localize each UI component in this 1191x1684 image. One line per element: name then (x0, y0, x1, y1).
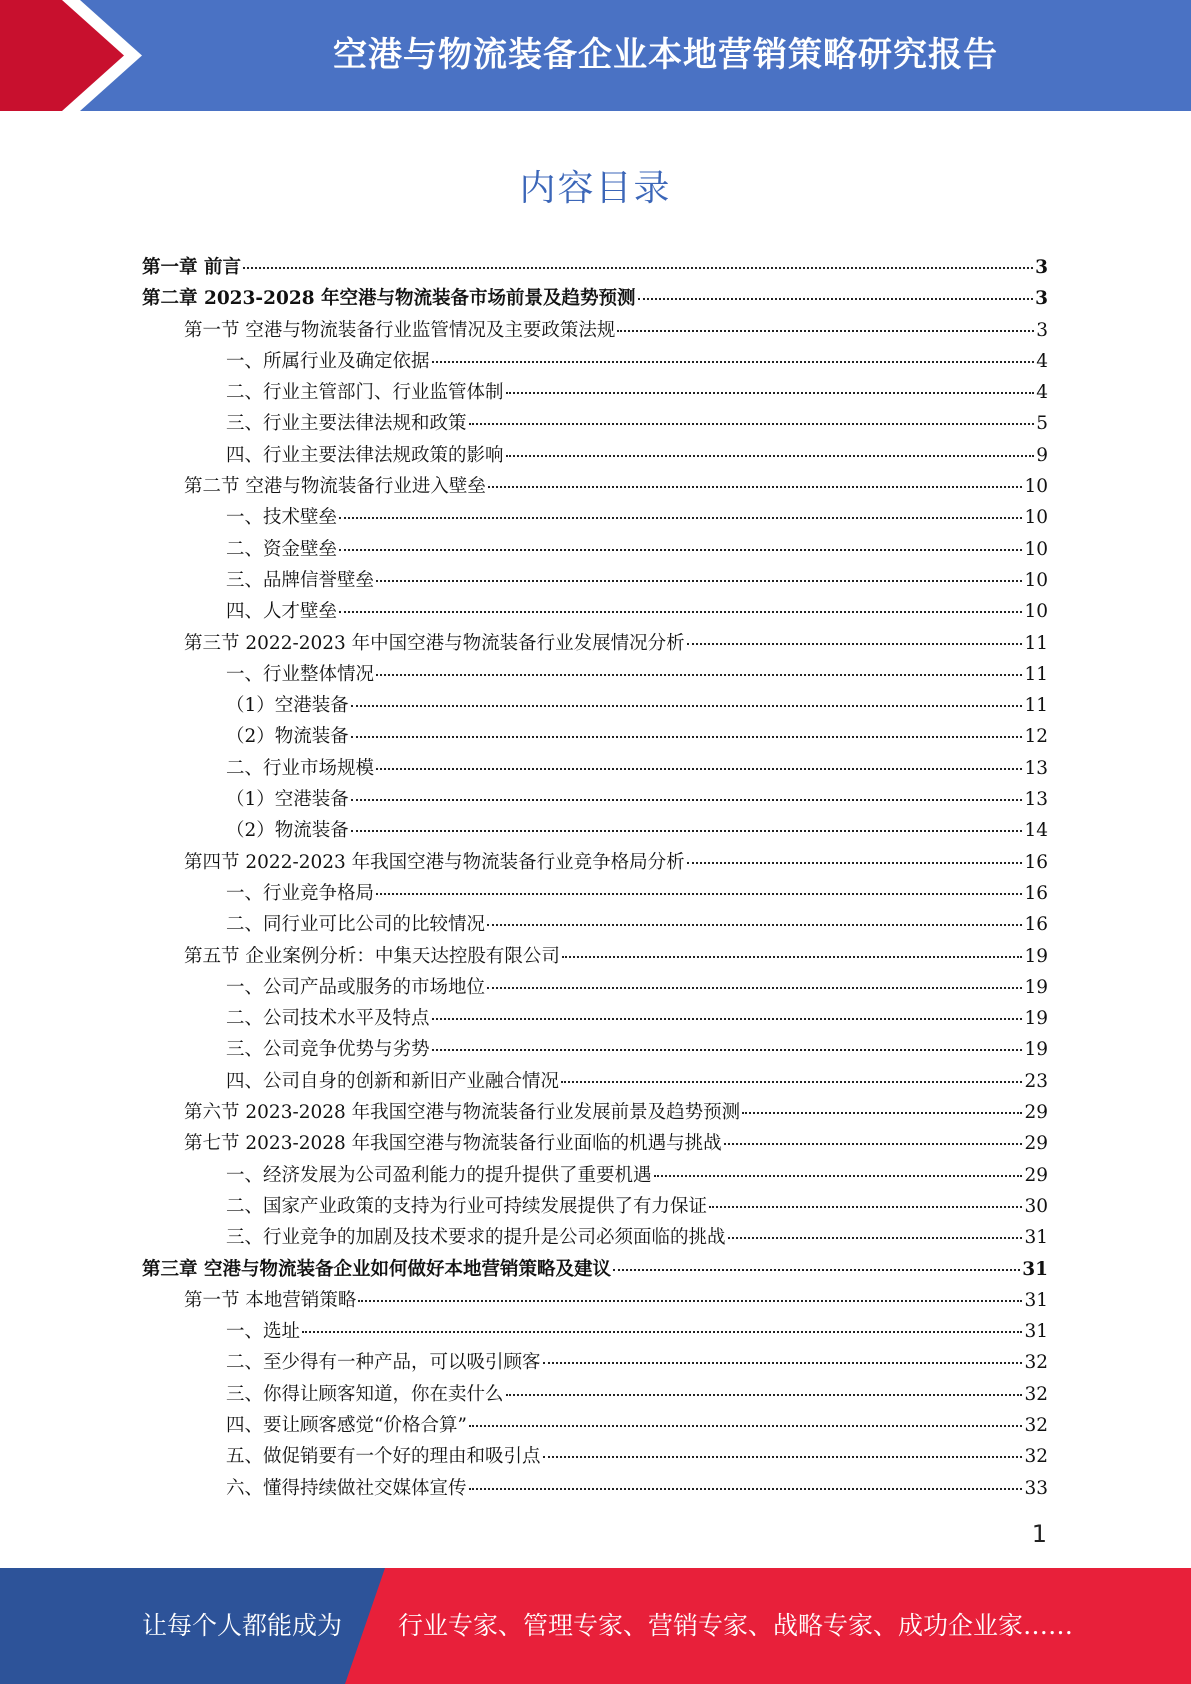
toc-entry-text: 一、技术壁垒 (226, 507, 338, 529)
toc-entry-text: 四、要让顾客感觉“价格合算” (226, 1414, 467, 1436)
toc-entry-text: 第三章 空港与物流装备企业如何做好本地营销策略及建议 (142, 1258, 611, 1280)
toc-entry-text: （1）空港装备 (226, 789, 349, 811)
toc-entry-page: 10 (1024, 507, 1048, 529)
toc-entry-text: 四、行业主要法律法规政策的影响 (226, 444, 504, 466)
toc-dot-leader (351, 735, 1023, 738)
toc-entry[interactable] (142, 629, 1048, 660)
toc-dot-leader (339, 610, 1022, 613)
toc-dot-leader (376, 673, 1022, 676)
toc-entry-text: 第一章 前言 (142, 257, 241, 278)
toc-entry[interactable] (142, 660, 1048, 691)
toc-entry[interactable] (142, 973, 1048, 1004)
toc-dot-leader (638, 297, 1034, 300)
toc-dot-leader (709, 1205, 1022, 1208)
toc-entry[interactable] (142, 1129, 1048, 1160)
toc-entry[interactable] (142, 316, 1048, 347)
toc-entry[interactable] (142, 1380, 1048, 1411)
toc-entry-text: 一、公司产品或服务的市场地位 (226, 976, 486, 998)
toc-entry[interactable] (142, 1223, 1048, 1254)
toc-entry-page: 16 (1024, 851, 1048, 873)
toc-dot-leader (543, 1361, 1023, 1364)
toc-entry-page: 5 (1036, 413, 1048, 435)
toc-entry-page: 12 (1024, 726, 1048, 748)
footer-slogan-right: 行业专家、管理专家、营销专家、战略专家、成功企业家…… (398, 1611, 1074, 1640)
toc-entry-text: 第六节 2023-2028 年我国空港与物流装备行业发展前景及趋势预测 (184, 1102, 741, 1124)
toc-entry-page: 13 (1024, 757, 1048, 779)
toc-entry[interactable] (142, 910, 1048, 941)
toc-entry-text: 一、行业竞争格局 (226, 882, 375, 904)
toc-entry-text: 一、经济发展为公司盈利能力的提升提供了重要机遇 (226, 1164, 652, 1186)
toc-dot-leader (687, 642, 1023, 645)
toc-entry[interactable] (142, 1442, 1048, 1473)
toc-entry[interactable] (142, 1067, 1048, 1098)
toc-dot-leader (376, 579, 1022, 582)
toc-entry[interactable] (142, 1255, 1048, 1286)
toc-entry-page: 14 (1024, 820, 1048, 842)
toc-entry-text: 二、公司技术水平及特点 (226, 1008, 430, 1030)
footer-slogan-left: 让每个人都能成为 (142, 1611, 343, 1640)
toc-entry[interactable] (142, 472, 1048, 503)
toc-entry-page: 13 (1024, 789, 1048, 811)
toc-entry-page: 10 (1024, 476, 1048, 498)
toc-entry-text: 第二节 空港与物流装备行业进入壁垒 (184, 476, 486, 498)
toc-entry-text: 第四节 2022-2023 年我国空港与物流装备行业竞争格局分析 (184, 851, 685, 873)
toc-entry-page: 3 (1035, 257, 1048, 278)
toc-entry[interactable] (142, 1192, 1048, 1223)
toc-entry-page: 32 (1024, 1414, 1048, 1436)
toc-dot-leader (351, 704, 1023, 707)
toc-entry-page: 29 (1024, 1102, 1048, 1124)
toc-entry-page: 32 (1024, 1352, 1048, 1374)
toc-entry-page: 32 (1024, 1383, 1048, 1405)
toc-dot-leader (432, 360, 1035, 363)
toc-dot-leader (339, 516, 1022, 519)
toc-entry-text: 二、资金壁垒 (226, 538, 338, 560)
toc-entry-page: 19 (1024, 976, 1048, 998)
toc-entry[interactable] (142, 535, 1048, 566)
toc-entry-text: 四、人才壁垒 (226, 601, 338, 623)
toc-entry[interactable] (142, 1098, 1048, 1129)
toc-entry-text: 一、选址 (226, 1321, 301, 1343)
toc-title: 内容目录 (519, 168, 672, 209)
toc-entry[interactable] (142, 785, 1048, 816)
toc-entry[interactable] (142, 1161, 1048, 1192)
toc-dot-leader (487, 986, 1022, 989)
toc-entry[interactable] (142, 253, 1048, 284)
toc-entry-page: 31 (1024, 1321, 1048, 1343)
toc-dot-leader (351, 829, 1023, 832)
toc-entry[interactable] (142, 691, 1048, 722)
toc-entry[interactable] (142, 284, 1048, 315)
toc-entry-text: 第一节 空港与物流装备行业监管情况及主要政策法规 (184, 319, 616, 341)
report-title: 空港与物流装备企业本地营销策略研究报告 (333, 35, 998, 75)
toc-dot-leader (543, 1455, 1023, 1458)
toc-entry-text: 五、做促销要有一个好的理由和吸引点 (226, 1446, 541, 1468)
toc-entry[interactable] (142, 566, 1048, 597)
toc-entry-page: 16 (1024, 914, 1048, 936)
toc-entry-text: （1）空港装备 (226, 695, 349, 717)
toc-entry-text: （2）物流装备 (226, 726, 349, 748)
toc-entry-page: 10 (1024, 538, 1048, 560)
toc-entry-text: （2）物流装备 (226, 820, 349, 842)
toc-entry-text: 三、品牌信誉壁垒 (226, 569, 375, 591)
toc-entry[interactable] (142, 816, 1048, 847)
toc-entry-page: 33 (1024, 1477, 1048, 1499)
toc-entry-text: 第二章 2023-2028 年空港与物流装备市场前景及趋势预测 (142, 288, 636, 310)
toc-entry[interactable] (142, 1474, 1048, 1505)
report-header (0, 0, 1191, 111)
toc-dot-leader (339, 548, 1022, 551)
toc-entry-text: 第三节 2022-2023 年中国空港与物流装备行业发展情况分析 (184, 632, 685, 654)
toc-entry-page: 4 (1036, 350, 1048, 372)
toc-entry[interactable] (142, 1348, 1048, 1379)
toc-entry-page: 9 (1036, 444, 1048, 466)
toc-entry-text: 第五节 企业案例分析：中集天达控股有限公司 (184, 945, 560, 967)
toc-entry-text: 三、你得让顾客知道，你在卖什么 (226, 1383, 504, 1405)
toc-entry-page: 19 (1024, 1008, 1048, 1030)
toc-entry-page: 32 (1024, 1446, 1048, 1468)
toc-entry[interactable] (142, 347, 1048, 378)
toc-entry[interactable] (142, 409, 1048, 440)
toc-dot-leader (302, 1330, 1022, 1333)
table-of-contents (142, 253, 1048, 1505)
toc-entry-text: 二、行业主管部门、行业监管体制 (226, 382, 504, 404)
toc-entry-page: 3 (1035, 288, 1048, 310)
toc-dot-leader (432, 1048, 1023, 1051)
toc-entry[interactable] (142, 503, 1048, 534)
toc-dot-leader (351, 798, 1023, 801)
toc-dot-leader (728, 1236, 1023, 1239)
toc-dot-leader (487, 923, 1022, 926)
toc-entry[interactable] (142, 1411, 1048, 1442)
toc-entry-text: 第一节 本地营销策略 (184, 1289, 357, 1311)
footer-banner (0, 1568, 1191, 1684)
toc-entry-text: 二、国家产业政策的支持为行业可持续发展提供了有力保证 (226, 1195, 708, 1217)
toc-dot-leader (432, 1017, 1023, 1020)
toc-entry-page: 16 (1024, 882, 1048, 904)
toc-entry-text: 三、公司竞争优势与劣势 (226, 1039, 430, 1061)
toc-dot-leader (613, 1268, 1020, 1271)
toc-entry-page: 3 (1036, 319, 1048, 341)
toc-entry-page: 31 (1022, 1258, 1048, 1280)
toc-entry[interactable] (142, 1004, 1048, 1035)
toc-dot-leader (469, 1487, 1023, 1490)
toc-dot-leader (376, 892, 1022, 895)
toc-dot-leader (561, 1080, 1022, 1083)
toc-entry-page: 30 (1024, 1195, 1048, 1217)
toc-entry-text: 三、行业竞争的加剧及技术要求的提升是公司必须面临的挑战 (226, 1227, 726, 1249)
toc-entry-page: 31 (1024, 1227, 1048, 1249)
toc-dot-leader (506, 1393, 1023, 1396)
toc-dot-leader (724, 1142, 1023, 1145)
toc-dot-leader (687, 861, 1023, 864)
toc-entry[interactable] (142, 597, 1048, 628)
toc-entry-page: 11 (1024, 663, 1048, 685)
toc-dot-leader (469, 422, 1035, 425)
toc-entry-text: 三、行业主要法律法规和政策 (226, 413, 467, 435)
toc-entry[interactable] (142, 1286, 1048, 1317)
toc-entry-text: 四、公司自身的创新和新旧产业融合情况 (226, 1070, 560, 1092)
toc-dot-leader (469, 1424, 1023, 1427)
toc-entry-page: 19 (1024, 945, 1048, 967)
toc-entry-text: 二、至少得有一种产品，可以吸引顾客 (226, 1352, 541, 1374)
toc-dot-leader (488, 485, 1023, 488)
toc-entry-text: 六、懂得持续做社交媒体宣传 (226, 1477, 467, 1499)
page-number: 1 (1031, 1520, 1047, 1548)
toc-entry-page: 31 (1024, 1289, 1048, 1311)
toc-entry[interactable] (142, 942, 1048, 973)
toc-entry-text: 第七节 2023-2028 年我国空港与物流装备行业面临的机遇与挑战 (184, 1133, 722, 1155)
toc-entry-text: 二、行业市场规模 (226, 757, 375, 779)
toc-entry-page: 11 (1024, 632, 1048, 654)
toc-dot-leader (506, 391, 1035, 394)
chevron-right-icon (0, 0, 160, 111)
toc-dot-leader (617, 329, 1034, 332)
toc-entry[interactable] (142, 848, 1048, 879)
toc-entry[interactable] (142, 722, 1048, 753)
toc-dot-leader (562, 955, 1023, 958)
toc-dot-leader (243, 266, 1033, 269)
toc-dot-leader (742, 1111, 1022, 1114)
toc-entry-page: 23 (1024, 1070, 1048, 1092)
toc-entry-page: 10 (1024, 601, 1048, 623)
toc-entry-text: 一、行业整体情况 (226, 663, 375, 685)
toc-dot-leader (654, 1174, 1023, 1177)
toc-entry[interactable] (142, 879, 1048, 910)
toc-entry-page: 29 (1024, 1164, 1048, 1186)
toc-entry-page: 10 (1024, 569, 1048, 591)
toc-dot-leader (376, 767, 1022, 770)
toc-entry[interactable] (142, 754, 1048, 785)
toc-entry-page: 19 (1024, 1039, 1048, 1061)
toc-entry[interactable] (142, 378, 1048, 409)
toc-entry[interactable] (142, 1035, 1048, 1066)
toc-entry[interactable] (142, 441, 1048, 472)
toc-entry[interactable] (142, 1317, 1048, 1348)
toc-entry-text: 二、同行业可比公司的比较情况 (226, 914, 486, 936)
toc-dot-leader (506, 454, 1035, 457)
toc-entry-page: 29 (1024, 1133, 1048, 1155)
toc-entry-page: 11 (1024, 695, 1048, 717)
toc-entry-page: 4 (1036, 382, 1048, 404)
toc-entry-text: 一、所属行业及确定依据 (226, 350, 430, 372)
toc-dot-leader (358, 1299, 1022, 1302)
